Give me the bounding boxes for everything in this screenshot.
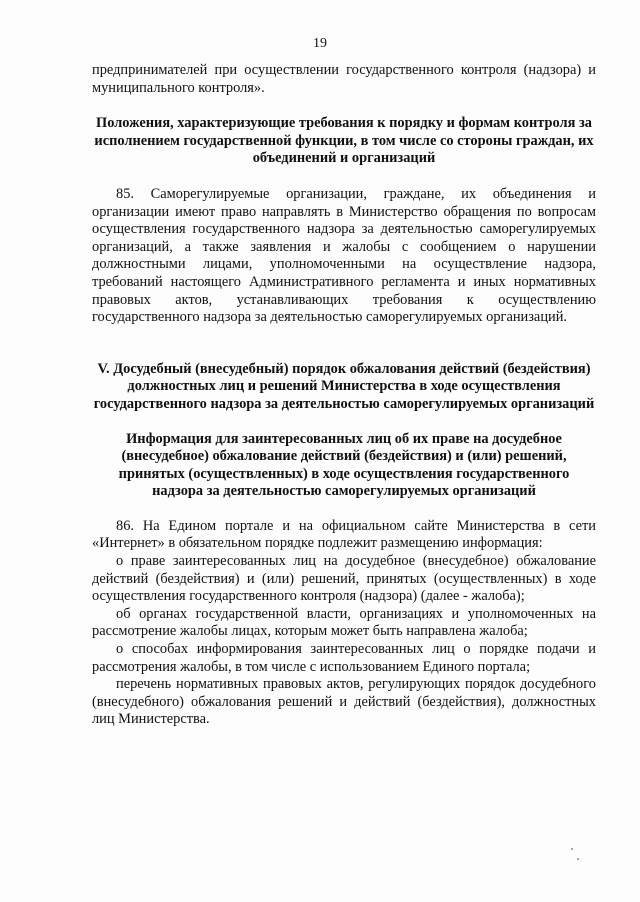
list-item: о способах информирования заинтересованных лиц о порядке подачи и рассмотрения жалобы, в том числе с использованием Единого портала;	[92, 641, 596, 675]
document-body	[92, 62, 596, 729]
list-item: об органах государственной власти, организациях и уполномоченных на рассмотрение жалобы лицах, которым может быть направлена жалоба;	[92, 605, 596, 640]
section-heading-appeal-procedure: V. Досудебный (внесудебный) порядок обжалования действий (бездействия) должностных лиц и решений Министерства в ходе осуществления государственного надзора за деятельностью саморегулируемых организаций	[93, 360, 595, 412]
paragraph-85: 85. Саморегулируемые организации, граждане, их объединения и организации имеют право направлять в Министерство обращения по вопросам осуществления государственного надзора за деятельностью саморегулируемых организаций, а также заявления и жалобы с сообщением о нарушении должностными лицами, уполномоченными на осуществление надзора, требований настоящего Административного регламента и иных нормативных правовых актов, устанавливающих требования к осуществлению государственного надзора за деятельностью саморегулируемых организаций.	[92, 185, 596, 326]
scan-speck	[577, 858, 579, 860]
list-item: о праве заинтересованных лиц на досудебное (внесудебное) обжалование действий (бездействия) и (или) решений, принятых (осуществленных) в ходе осуществления государственного контроля (надзора) (далее - жалоба);	[92, 553, 596, 605]
scan-speck	[571, 848, 573, 850]
list-item: перечень нормативных правовых актов, регулирующих порядок досудебного (внесудебного) обжалования решений и действий (бездействия), должностных лиц Министерства.	[92, 676, 596, 728]
section-heading-appeal-information: Информация для заинтересованных лиц об их праве на досудебное (внесудебное) обжалование действий (бездействия) и (или) решений, принятых (осуществленных) в ходе осуществления государственного надзора за деятельностью саморегулируемых организаций	[118, 430, 570, 500]
intro-paragraph: предпринимателей при осуществлении государственного контроля (надзора) и муниципального контроля».	[92, 62, 596, 96]
section-heading-control-requirements: Положения, характеризующие требования к порядку и формам контроля за исполнением государственной функции, в том числе со стороны граждан, их объединений и организаций	[94, 115, 594, 167]
paragraph-86: 86. На Едином портале и на официальном сайте Министерства в сети «Интернет» в обязательном порядке подлежит размещению информация:	[92, 517, 596, 552]
page-number: 19	[313, 36, 327, 51]
